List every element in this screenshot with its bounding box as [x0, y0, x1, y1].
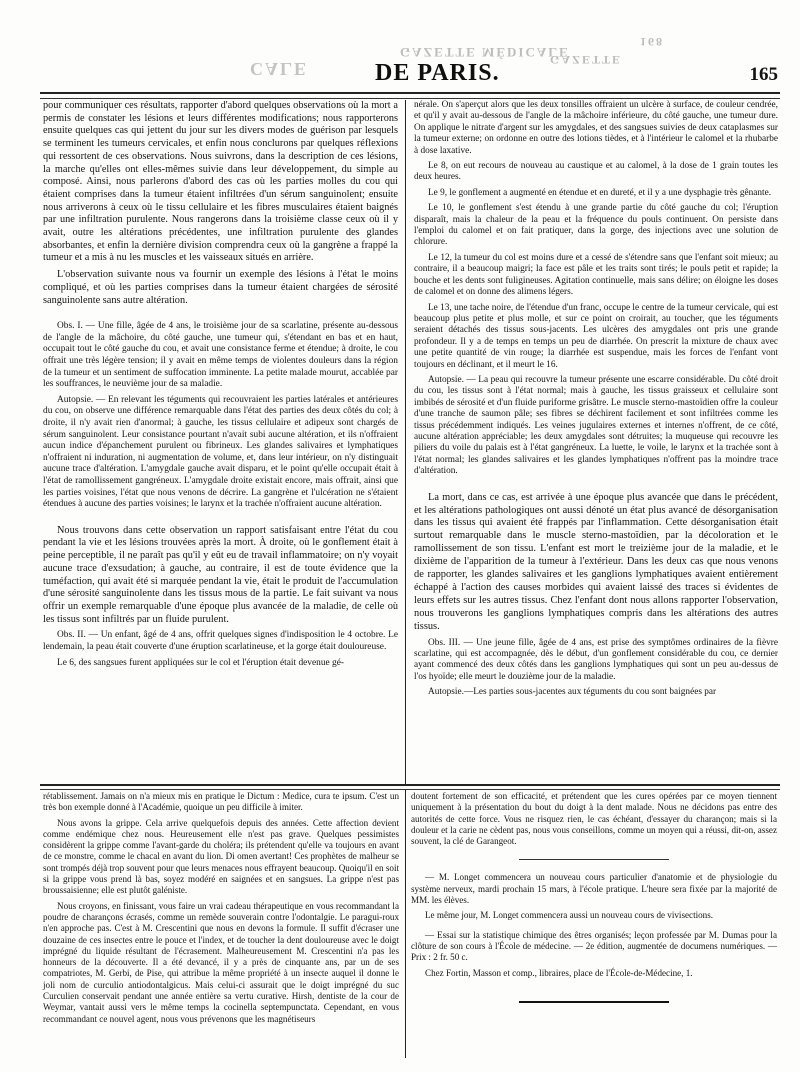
paragraph: Le 10, le gonflement s'est étendu à une grande partie du côté gauche du col; l'éruption disparaît, mais la chaleur de la peau et la fréquence du pouls continuent. On persiste dans l'emploi du calomel et on fait pratiquer, dans la gorge, des injections avec une solution de chlorure. — [414, 203, 778, 248]
separator — [519, 859, 669, 860]
announcement: Le même jour, M. Longet commencera aussi un nouveau cours de vivisections. — [425, 910, 714, 921]
paragraph: L'observation suivante nous va fournir un exemple des lésions à l'état le moins compliqué, et où les parties comprises dans la tumeur étaient chargées de sérosité sanguinolente sans autre altération. — [43, 269, 398, 306]
paragraph: rétablissement. Jamais on n'a mieux mis en pratique le Dictum : Medice, cura te ipsum. C'est un très bon exemple donné à l'Académie, quoique un peu difficile à imiter. — [43, 791, 399, 813]
paragraph: nérale. On s'aperçut alors que les deux tonsilles offraient un ulcère à surface, de couleur cendrée, et qu'il y avait au-dessous de l'angle de la mâchoire inférieure, du côté gauche, une tumeur dure. On applique le nitrate d'argent sur les amygdales, et des sangsues suivies de deux cataplasmes sur la tumeur externe; on ordonne en outre des lotions tièdes, et à l'intérieur le calomel et la rhubarbe à dose laxative. — [414, 100, 778, 156]
column-divider — [405, 790, 406, 1058]
bleed-through-text: GAZETTE MÉDICALE — [400, 45, 570, 60]
page-number: 165 — [749, 64, 778, 85]
announcement: — Essai sur la statistique chimique des êtres organisés; leçon professée par M. Dumas pour la clôture de son cours à l'École de médecine. — 2e édition, augmentée de documens numériques. — Prix : 2 fr. 50 c. — [411, 929, 777, 963]
bottom-left-column — [43, 791, 399, 1029]
header-rule — [40, 92, 780, 99]
page-title: DE PARIS. — [375, 60, 500, 86]
paragraph: doutent fortement de son efficacité, et prétendent que les cures opérées par ce moyen tiennent uniquement à la présentation du bout du doigt à la dent malade. Nous ne décidons pas entre des autorités de cette force. Vous ne risquez rien, le cas échéant, d'essayer du charançon; mais si la douleur et la carie ne cèdent pas, nous vous conseillons, comme un moyen qui a réussi, dit-on, assez souvent, la clé de Garangeot. — [411, 791, 777, 847]
autopsy-3: Autopsie.—Les parties sous-jacentes aux téguments du cou sont baignées par — [428, 687, 717, 698]
top-right-column — [414, 100, 778, 703]
observation-2: Obs. II. — Un enfant, âgé de 4 ans, offrit quelques signes d'indisposition le 4 octobre. Le lendemain, la peau était couverte d'une éruption scarlatineuse, et la gorge était douloureuse. — [43, 630, 398, 652]
paragraph: Nous croyons, en finissant, vous faire un vrai cadeau thérapeutique en vous recommandant la poudre de charançons écrasés, comme un remède souverain contre l'odontalgie. Le paragui-roux n'en approche pas. C'est à M. Crescentini que nous en devons la formule. Il suffit d'écraser une douzaine de ces insectes entre le pouce et l'index, et de toucher la dent douloureuse avec le doigt imprégné du liquide résultant de l'écrasement. Malheureusement M. Crescentini n'a pas les honneurs de la découverte. Il a été devancé, il y a près de cinquante ans, par un de ses compatriotes, M. Gerbi, de Pise, qui attribue la même propriété à un insecte auquel il donne le joli nom de curculio antiodontalgicus. Mais celui-ci assurait que le doigt imprégné du suc Curculien conservait pendant une année entière sa vertu curative. Hirsh, dentiste de la cour de Weymar, vantait aussi vers le même temps la cocinella septempunctata. Cependant, en vous recommandant ce nouvel agent, nous vous prévenons que les magnétiseurs — [43, 900, 399, 1024]
autopsy-2: Autopsie. — La peau qui recouvre la tumeur présente une escarre considérable. Du côté droit du cou, les tissus sont à l'état normal; mais à gauche, les tissus graisseux et cellulaire sont imbibés de sérosité et d'un fluide puriforme grisâtre. Le muscle sterno-mastoïdien offre la couleur d'une tranche de saumon pâle; ses fibres se déchirent facilement et sont infiltrées comme les tissus précédemment indiqués. Les veines jugulaires externes et internes n'offrent, de ce côté, aucune altération appréciable; les deux amygdales sont détruites; la muqueuse qui recouvre les piliers du voile du palais est à l'état gangréneux. La luette, le voile, le larynx et la trachée sont à l'état normal; les glandes salivaires et les glandes lymphatiques n'offrent pas la moindre trace d'altération. — [414, 374, 778, 477]
bleed-through-text: CALE — [250, 59, 309, 79]
announcement: — M. Longet commencera un nouveau cours particulier d'anatomie et de physiologie du système nerveux, mardi prochain 15 mars, à l'école pratique. L'heure sera fixée par la majorité de MM. les élèves. — [411, 872, 777, 906]
observation-3: Obs. III. — Une jeune fille, âgée de 4 ans, est prise des symptômes ordinaires de la fièvre scarlatine, qui est accompagnée, dès le début, d'un gonflement considérable du cou, ce dernier ayant commencé des deux côtés dans les ganglions lymphatiques qui sont un peu au-dessus de l'os hyoïde; elle meurt le douzième jour de la maladie. — [414, 637, 778, 682]
paragraph: Le 6, des sangsues furent appliquées sur le col et l'éruption était devenue gé- — [57, 657, 345, 668]
paragraph: Le 9, le gonflement a augmenté en étendue et en dureté, et il y a une dysphagie très gênante. — [428, 187, 772, 198]
paragraph: pour communiquer ces résultats, rapporter d'abord quelques observations où la mort a permis de constater les lésions et leurs différentes modifications; nous rapporterons ensuite quelques cas qui jettent du jour sur les divers modes de guérison par lesquels se terminent les tumeurs cervicales, et enfin nous conclurons par quelques réflexions qui ressortent de ces observations. Nous suivrons, dans la description de ces lésions, la marche qu'elles ont elles-mêmes suivie dans leur développement, du simple au composé. Ainsi, nous parlerons d'abord des cas où les parties molles du cou qui étaient comprises dans la tumeur étaient infiltrées d'un sérum sanguinolent; ensuite nous arriverons à ceux où le tissu cellulaire et les fibres musculaires étaient baignés par une infiltration purulente. Nous rangerons dans la troisième classe ceux où il y avait, outre les altérations précédentes, une infiltration purulente des glandes absorbantes, et enfin la dernière division comprendra ceux où la gangrène a frappé la tumeur et a mis à nu les muscles et les vaisseaux situés en arrière. — [43, 100, 398, 264]
announcement: Chez Fortin, Masson et comp., libraires, place de l'École-de-Médecine, 1. — [425, 967, 693, 978]
paragraph: Nous avons la grippe. Cela arrive quelquefois depuis des années. Cette affection devient comme endémique chez nous. Heureusement elle n'est pas grave. Quelques pessimistes considèrent la grippe comme l'avant-garde du choléra; ils prétendent qu'elle va toujours en avant de ce monstre, comme le chacal en avant du lion. Di omen avertant! Ces prophètes de malheur se sont trompés déjà trop souvent pour que leurs menaces nous effrayent beaucoup. Quoiqu'il en soit si la grippe vous prend là bas, soyez modéré en saignées et en sangsues. La grippe n'est pas broussaisienne; elle est plutôt galéniste. — [43, 817, 399, 896]
column-divider — [405, 100, 406, 784]
section-rule — [40, 784, 780, 790]
paragraph: Le 13, une tache noire, de l'étendue d'un franc, occupe le centre de la tumeur cervicale, qui est beaucoup plus petite et plus molle, et sur ce point on croirait, au toucher, que les téguments seraient détachés des tissus sous-jacents. Les ulcères des amygdales ont pris une grande profondeur. Il y a de temps en temps un peu de diarrhée. On prescrit la mixture de chaux avec une petite quantité de vin rouge; la diarrhée est suspendue, mais les forces de l'enfant vont toujours en déclinant, et il meurt le 16. — [414, 302, 779, 370]
separator — [519, 1001, 669, 1003]
observation-1: Obs. I. — Une fille, âgée de 4 ans, le troisième jour de sa scarlatine, présente au-dessous de l'angle de la mâchoire, du côté gauche, une tumeur qui, s'étendant en bas et en haut, occupait tout le côté gauche du cou, et avait une consistance ferme et étendue; à droite, le cou offrait une très légère tension; il y avait en même temps de violentes douleurs dans la région de la tumeur et un sentiment de suffocation imminente. La petite malade mourut, accablée par les souffrances, le neuvième jour de sa maladie. — [43, 321, 398, 390]
autopsy-1: Autopsie. — En relevant les téguments qui recouvraient les parties latérales et antérieures du cou, on observe une différence remarquable dans l'état des parties des deux côtés du col; à droite, il n'y avait rien d'anormal; à gauche, les tissus cellulaire et adipeux sont chargés de sérum sanguinolent. Leur consistance pourtant n'avait subi aucune altération, et ils n'offraient aucun indice d'épanchement purulent ou fibrineux. Les glandes salivaires et lymphatiques n'offraient ni induration, ni augmentation de volume, et, dans leur intérieur, on n'y distinguait aucune trace d'altération. L'amygdale gauche avait disparu, et le point qu'elle occupait était à l'état de ramollissement gangréneux. L'amygdale droite existait encore, mais offrait, ainsi que les parties voisines, l'état que nous venons de décrire. La gangrène et l'ulcération ne s'étaient étendues à aucune des parties voisines; le larynx et la trachée n'offraient aucune altération. — [43, 394, 398, 510]
paragraph: Le 8, on eut recours de nouveau au caustique et au calomel, à la dose de 1 grain toutes les deux heures. — [414, 161, 778, 183]
bottom-right-column — [411, 791, 777, 1015]
paragraph: Nous trouvons dans cette observation un rapport satisfaisant entre l'état du cou pendant la vie et les lésions trouvées après la mort. À droite, où le gonflement était à peine perceptible, il ne paraît pas qu'il y eût eu de travail inflammatoire; on n'y voyait aucune trace d'exsudation; à gauche, au contraire, il est de toute évidence que la tuméfaction, qui avait été si marquée pendant la vie, était le produit de l'accumulation d'une sérosité sanguinolente dans les tissus mous de la partie. Le fait suivant va nous offrir un exemple remarquable d'une époque plus avancée de la maladie, de celle où les tissus sont infiltrés par un fluide purulent. — [43, 524, 398, 625]
paragraph: Le 12, la tumeur du col est moins dure et a cessé de s'étendre sans que l'enfant soit mieux; au contraire, il a beaucoup maigri; la face est pâle et les traits sont tirés; le pouls petit et rapide; la bouche et les dents sont fuligineuses. Agitation continuelle, mais sans délire; on éloigne les doses de calomel et on donne des alimens légers. — [414, 252, 778, 298]
bleed-through-text: 168 — [640, 35, 664, 49]
top-left-column — [43, 100, 398, 673]
bleed-through-text: GAZETTE — [550, 53, 623, 67]
paragraph: La mort, dans ce cas, est arrivée à une époque plus avancée que dans le précédent, et les altérations pathologiques ont aussi dénoté un état plus avancé de désorganisation dans les tissus qui avaient été frappés par l'inflammation. Cette désorganisation était surtout remarquable dans le muscle sterno-mastoïdien, par la décoloration et le ramollissement de son tissu. L'enfant est mort le treizième jour de la maladie, et le dixième de l'apparition de la tumeur à l'extérieur. Dans les deux cas que nous venons de rapporter, les glandes salivaires et les ganglions lymphatiques avaient entièrement échappé à l'action des causes morbides qui avaient laissé des traces si évidentes de leurs effets sur les autres tissus. Chez l'enfant dont nous allons rapporter l'observation, nous trouverons les ganglions lymphatiques compris dans les altérations des autres tissus. — [414, 491, 778, 632]
